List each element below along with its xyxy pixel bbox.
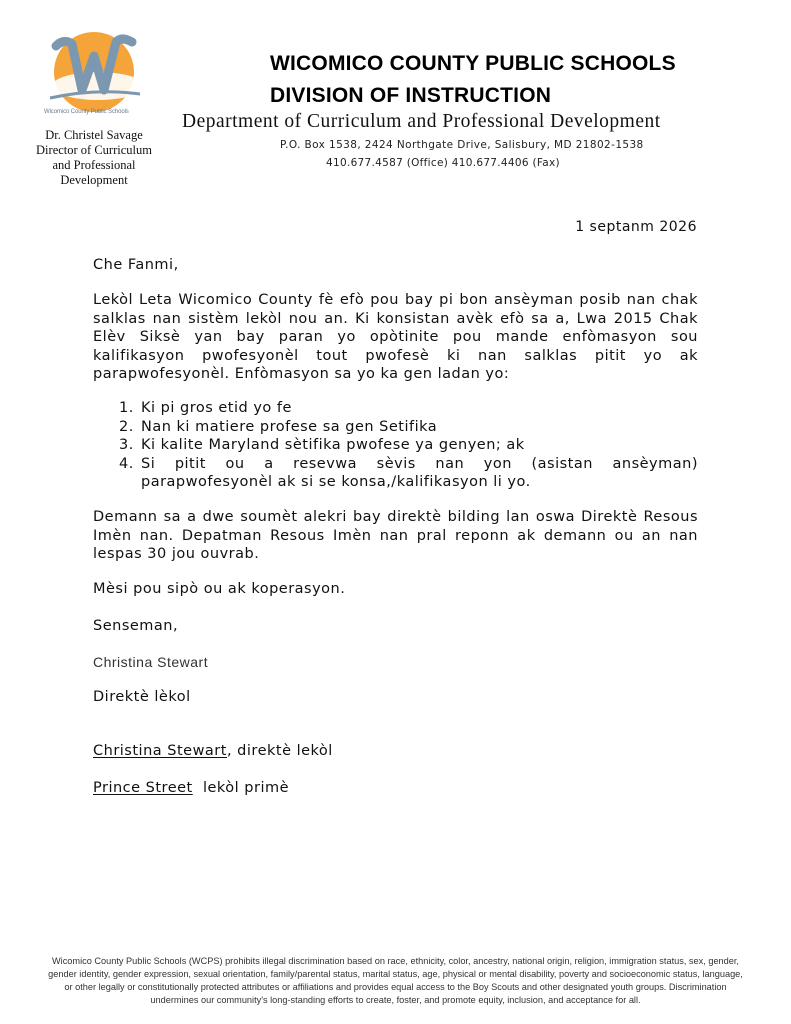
director-title-line2: and Professional: [52, 158, 136, 172]
salutation: Che Fanmi,: [93, 257, 179, 273]
requirements-list: [93, 399, 698, 492]
list-item: 1. Ki pi gros etid yo fe: [139, 399, 698, 418]
phone-fax: 410.677.4587 (Office) 410.677.4406 (Fax): [326, 157, 560, 169]
school-line: [93, 779, 698, 798]
signoff-line: [93, 742, 698, 761]
address: P.O. Box 1538, 2424 Northgate Drive, Salisbury, MD 21802-1538: [280, 139, 644, 151]
closing: Senseman,: [93, 618, 179, 634]
director-block: [30, 128, 158, 188]
list-item: 3. Ki kalite Maryland sètifika pwofese ya genyen; ak: [139, 436, 698, 455]
department-name: Department of Curriculum and Professional Development: [182, 111, 661, 132]
director-title-line1: Director of Curriculum: [36, 143, 152, 157]
paragraph-request: Demann sa a dwe soumèt alekri bay direktè bilding lan oswa Direktè Resous Imèn nan. Depatman Resous Imèn nan pral reponn ak demann ou an nan lespas 30 jou ouvrab.: [93, 509, 698, 562]
division-name: DIVISION OF INSTRUCTION: [270, 84, 552, 107]
thanks-line: Mèsi pou sipò ou ak koperasyon.: [93, 581, 346, 597]
school-logo: [36, 28, 148, 120]
nondiscrimination-notice: Wicomico County Public Schools (WCPS) prohibits illegal discrimination based on race, ethnicity, color, ancestry, national origin, religion, immigration status, sex, gender, gender identity, gender expression, sexual orientation, family/parental status, marital status, age, physical or mental disability, poverty and socioeconomic status, language, or other legally or constitutionally protected attributes or affiliations and provides equal access to the Boy Scouts and other designated youth groups. Discrimination undermines our community's long-standing efforts to create, foster, and promote equity, inclusion, and acceptance for all.: [48, 956, 743, 1005]
paragraph-intro: Lekòl Leta Wicomico County fè efò pou bay pi bon ansèyman posib nan chak salklas nan sistèm lekòl nou an. Ki konsistan avèk efò sa a, Lwa 2015 Chak Elèv Siksè yan bay paran yo opòtinite pou mande enfòmasyon sou kalifikasyon pwofesyonèl tout pwofesè ki nan salklas pitit yo ak parapwofesyonèl. Enfòmasyon sa yo ka gen ladan yo:: [93, 292, 698, 382]
signoff-role: , direktè lekòl: [226, 743, 333, 759]
signoff-name: Christina Stewart: [93, 743, 227, 759]
signer-title: Direktè lèkol: [93, 689, 191, 705]
school-suffix: lekòl primè: [202, 780, 290, 796]
school-name: Prince Street: [93, 780, 193, 796]
director-name: Dr. Christel Savage: [45, 128, 143, 142]
director-title-line3: Development: [60, 173, 128, 187]
list-item: 4. Si pitit ou a resevwa sèvis nan yon (asistan ansèyman) parapwofesyonèl ak si se konsa,/kalifikasyon li yo.: [139, 455, 698, 492]
signature: Christina Stewart: [93, 654, 209, 670]
org-name: WICOMICO COUNTY PUBLIC SCHOOLS: [270, 52, 676, 75]
letter-date: 1 septanm 2026: [575, 219, 697, 235]
list-item: 2. Nan ki matiere profese sa gen Setifika: [139, 418, 698, 437]
logo-caption: Wicomico County Public Schools: [44, 109, 129, 115]
